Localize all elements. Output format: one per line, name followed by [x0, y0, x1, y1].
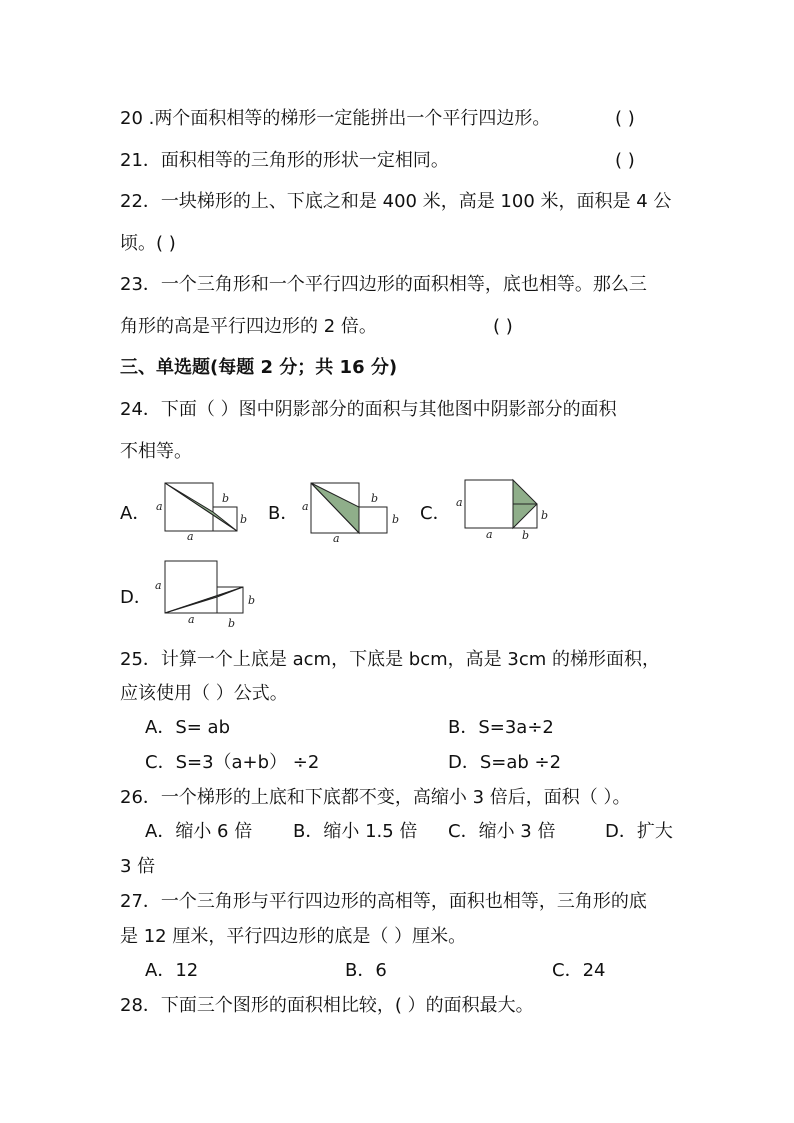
q24-option-c-label[interactable]: C． [420, 503, 451, 524]
q20-text: 20 .两个面积相等的梯形一定能拼出一个平行四边形。 [120, 108, 551, 129]
q21-answer-blank[interactable]: ( ) [615, 150, 635, 171]
label-a: a [302, 500, 309, 513]
q25-line1: 25．计算一个上底是 acm，下底是 bcm，高是 3cm 的梯形面积， [120, 649, 660, 670]
q26-option-d-cont[interactable]: 3 倍 [120, 856, 156, 877]
q24-figure-a[interactable] [152, 480, 247, 542]
q27-option-b[interactable]: B．6 [345, 960, 387, 981]
q25-line2: 应该使用（ ）公式。 [120, 683, 288, 704]
label-b: b [222, 492, 230, 505]
label-b: b [248, 594, 256, 607]
label-b: b [541, 509, 549, 522]
q25-option-c[interactable]: C．S=3（a+b） ÷2 [145, 752, 320, 773]
q24-option-b-label[interactable]: B． [268, 503, 299, 524]
q25-option-a[interactable]: A．S= ab [145, 717, 230, 738]
q23-answer-blank[interactable]: ( ) [493, 316, 513, 337]
q27-line2: 是 12 厘米，平行四边形的底是（ ）厘米。 [120, 926, 467, 947]
q26-option-b[interactable]: B．缩小 1.5 倍 [293, 821, 418, 842]
q23-line1: 23．一个三角形和一个平行四边形的面积相等，底也相等。那么三 [120, 274, 647, 295]
label-b: b [392, 513, 400, 526]
q25-option-d[interactable]: D．S=ab ÷2 [448, 752, 562, 773]
q27-line1: 27．一个三角形与平行四边形的高相等，面积也相等，三角形的底 [120, 891, 647, 912]
q26-option-d[interactable]: D．扩大 [605, 821, 673, 842]
label-a: a [155, 579, 162, 592]
q21-text: 21．面积相等的三角形的形状一定相同。 [120, 150, 449, 171]
section-title: 三、单选题(每题 2 分；共 16 分) [120, 357, 398, 378]
q24-figure-b[interactable] [298, 480, 403, 545]
label-b: b [522, 529, 530, 542]
q23-line2: 角形的高是平行四边形的 2 倍。 [120, 316, 377, 337]
q24-line2: 不相等。 [120, 441, 192, 462]
label-a: a [333, 532, 340, 545]
q22-line2[interactable]: 顷。( ) [120, 233, 176, 254]
label-b: b [371, 492, 379, 505]
q26-line1: 26．一个梯形的上底和下底都不变，高缩小 3 倍后，面积（ ）。 [120, 787, 631, 808]
q22-line1: 22．一块梯形的上、下底之和是 400 米，高是 100 米，面积是 4 公 [120, 191, 672, 212]
label-a: a [187, 530, 194, 543]
label-a: a [456, 496, 463, 509]
q24-option-a-label[interactable]: A． [120, 503, 151, 524]
q24-line1: 24．下面（ ）图中阴影部分的面积与其他图中阴影部分的面积 [120, 399, 617, 420]
label-a: a [188, 613, 195, 626]
q24-option-d-label[interactable]: D． [120, 587, 152, 608]
q20-answer-blank[interactable]: ( ) [615, 108, 635, 129]
q24-figure-d[interactable] [152, 557, 262, 629]
label-b: b [228, 617, 236, 630]
label-b: b [240, 513, 248, 526]
label-a: a [486, 528, 493, 541]
q24-figure-c[interactable] [452, 476, 554, 542]
q27-option-a[interactable]: A．12 [145, 960, 199, 981]
q26-option-a[interactable]: A．缩小 6 倍 [145, 821, 253, 842]
q28-line1: 28．下面三个图形的面积相比较，( ）的面积最大。 [120, 995, 534, 1016]
q25-option-b[interactable]: B．S=3a÷2 [448, 717, 554, 738]
q27-option-c[interactable]: C．24 [552, 960, 606, 981]
label-a: a [156, 500, 163, 513]
q26-option-c[interactable]: C．缩小 3 倍 [448, 821, 556, 842]
